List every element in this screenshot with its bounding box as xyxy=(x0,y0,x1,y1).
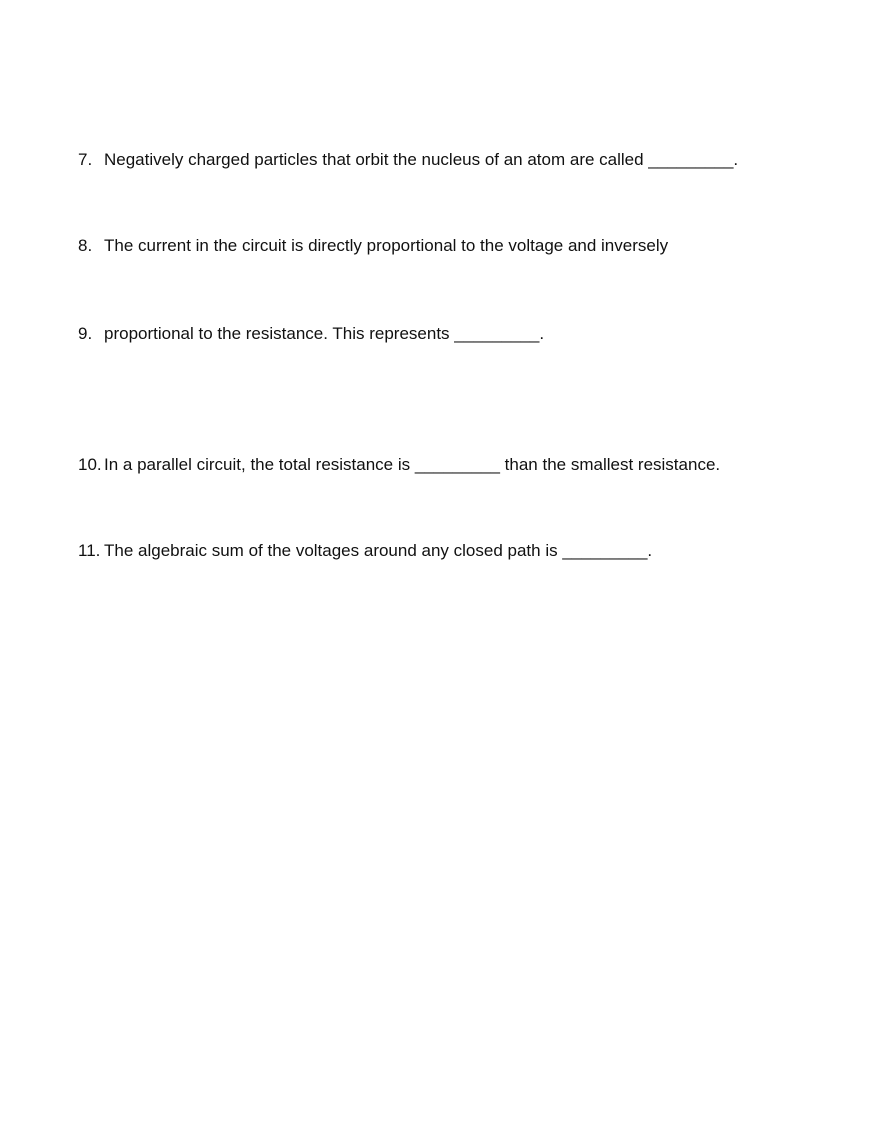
question-item xyxy=(78,541,652,561)
question-text: The current in the circuit is directly proportional to the voltage and inversely xyxy=(104,236,669,255)
question-text: Negatively charged particles that orbit the nucleus of an atom are called _________. xyxy=(104,150,739,169)
question-number: 8. xyxy=(78,236,93,255)
question-number: 10. xyxy=(78,455,102,474)
question-item xyxy=(78,324,544,344)
question-text: proportional to the resistance. This represents _________. xyxy=(104,324,545,343)
question-item xyxy=(78,150,738,170)
question-number: 9. xyxy=(78,324,93,343)
question-number: 7. xyxy=(78,150,93,169)
question-text: The algebraic sum of the voltages around any closed path is _________. xyxy=(104,541,653,560)
question-item xyxy=(78,236,668,256)
question-number: 11. xyxy=(78,541,101,560)
question-item xyxy=(78,455,720,475)
question-text: In a parallel circuit, the total resistance is _________ than the smallest resistance. xyxy=(104,455,721,474)
